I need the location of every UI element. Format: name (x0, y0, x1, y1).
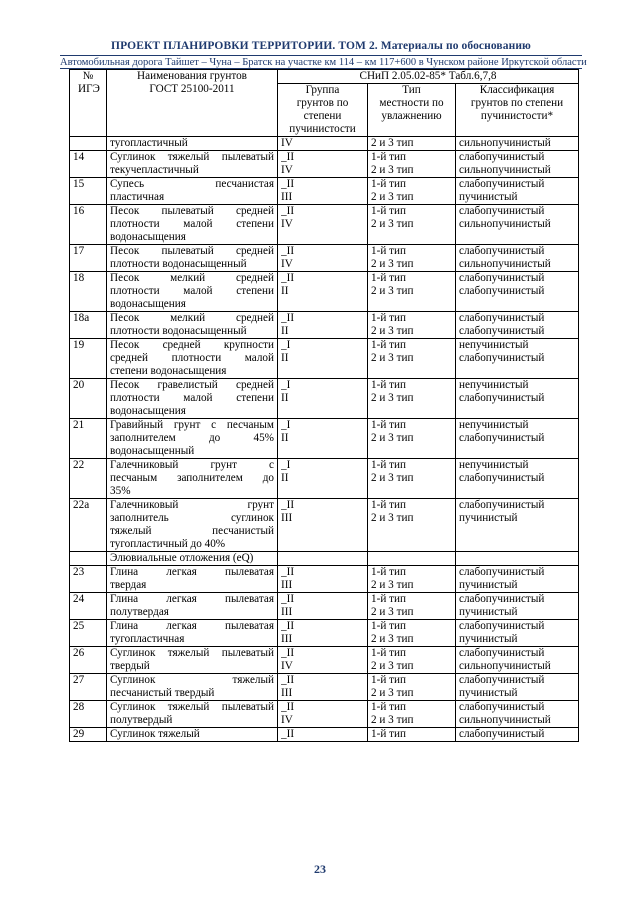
cell-classification-line: пучинистый (459, 687, 518, 699)
cell-classification-line: пучинистый (459, 606, 518, 618)
cell-soil-name-line: песчанистый твердый (110, 687, 215, 699)
cell-classification (456, 499, 579, 552)
cell-soil-name-line: Песок гравелистый средней (110, 379, 274, 391)
cell-group (278, 674, 368, 701)
cell-classification (456, 701, 579, 728)
cell-type-line: 1-й тип (371, 459, 406, 471)
cell-type (368, 647, 456, 674)
header-class-line: грунтов по степени (470, 97, 564, 109)
cell-soil-name-line: пластичная (110, 191, 165, 203)
table-header-row (70, 70, 579, 84)
cell-group-line: _I (281, 379, 291, 391)
cell-soil-name-line: водонасыщения (110, 231, 186, 243)
cell-group-line: _II (281, 620, 295, 632)
cell-classification (456, 459, 579, 499)
cell-type-line: 2 и 3 тип (371, 660, 414, 672)
cell-type-line: 1-й тип (371, 566, 406, 578)
cell-soil-name-line: Песок мелкий средней (110, 312, 274, 324)
cell-group-line: _II (281, 647, 295, 659)
cell-type (368, 728, 456, 742)
section-empty-cell (278, 552, 368, 566)
cell-classification-line: непучинистый (459, 379, 529, 391)
cell-group-line: II (281, 285, 289, 297)
cell-soil-name-line: песчаным заполнителем до (110, 472, 274, 484)
cell-classification-line: слабопучинистый (459, 245, 545, 257)
cell-soil-name-line: Суглинок тяжелый (110, 674, 274, 686)
cell-classification-line: сильнопучинистый (459, 660, 551, 672)
cell-type-line: 2 и 3 тип (371, 512, 414, 524)
cell-group (278, 566, 368, 593)
cell-classification-line: слабопучинистый (459, 312, 545, 324)
cell-type-line: 1-й тип (371, 674, 406, 686)
section-title: Элювиальные отложения (eQ) (107, 552, 278, 566)
cell-soil-name-line: Глина легкая пылеватая (110, 620, 274, 632)
cell-type-line: 1-й тип (371, 205, 406, 217)
cell-group-line: II (281, 352, 289, 364)
cell-soil-name (107, 728, 278, 742)
cell-soil-name-line: Песок средней крупности (110, 339, 274, 351)
cell-classification-line: сильнопучинистый (459, 714, 551, 726)
cell-soil-name (107, 620, 278, 647)
cell-group-line: _II (281, 499, 295, 511)
cell-group-line: III (281, 633, 293, 645)
cell-soil-name (107, 272, 278, 312)
cell-soil-name (107, 151, 278, 178)
cell-soil-name-line: Галечниковый грунт (110, 499, 274, 511)
cell-soil-name (107, 499, 278, 552)
cell-type-line: 2 и 3 тип (371, 137, 414, 149)
cell-group-line: IV (281, 164, 293, 176)
cell-type-line: 1-й тип (371, 379, 406, 391)
cell-classification-line: пучинистый (459, 633, 518, 645)
cell-type-line: 2 и 3 тип (371, 164, 414, 176)
cell-soil-name-line: полутвердая (110, 606, 169, 618)
cell-group (278, 312, 368, 339)
cell-classification (456, 728, 579, 742)
cell-type-line: 2 и 3 тип (371, 714, 414, 726)
cell-classification-line: слабопучинистый (459, 472, 545, 484)
cell-classification-line: слабопучинистый (459, 205, 545, 217)
cell-type (368, 701, 456, 728)
cell-group (278, 728, 368, 742)
cell-group-line: IV (281, 714, 293, 726)
cell-soil-name-line: плотности водонасыщенный (110, 258, 247, 270)
section-row (70, 552, 579, 566)
cell-num: 17 (70, 245, 107, 272)
cell-type-line: 2 и 3 тип (371, 352, 414, 364)
cell-soil-name-line: плотности водонасыщенный (110, 325, 247, 337)
cell-classification-line: непучинистый (459, 459, 529, 471)
cell-type (368, 178, 456, 205)
cell-classification-line: слабопучинистый (459, 285, 545, 297)
cell-soil-name (107, 566, 278, 593)
cell-classification (456, 593, 579, 620)
cell-type (368, 245, 456, 272)
cell-group-line: _II (281, 566, 295, 578)
cell-soil-name (107, 312, 278, 339)
cell-group-line: _II (281, 728, 295, 740)
cell-soil-name-line: Глина легкая пылеватая (110, 593, 274, 605)
cell-type-line: 1-й тип (371, 593, 406, 605)
cell-classification-line: слабопучинистый (459, 392, 545, 404)
cell-soil-name-line: Суглинок тяжелый (110, 728, 200, 740)
header-group-line: степени (303, 110, 342, 122)
cell-type-line: 1-й тип (371, 245, 406, 257)
header-soil-name-line: Наименования грунтов (137, 70, 247, 82)
cell-group-line: III (281, 191, 293, 203)
cell-group-line: _II (281, 245, 295, 257)
cell-soil-name-line: плотности малой степени (110, 218, 274, 230)
cell-type-line: 2 и 3 тип (371, 258, 414, 270)
cell-type (368, 312, 456, 339)
cell-type (368, 137, 456, 151)
cell-group-line: _II (281, 272, 295, 284)
cell-num: 27 (70, 674, 107, 701)
cell-soil-name-line: полутвердый (110, 714, 173, 726)
section-empty-cell (456, 552, 579, 566)
cell-num: 19 (70, 339, 107, 379)
cell-num: 25 (70, 620, 107, 647)
cell-num: 21 (70, 419, 107, 459)
cell-num: 16 (70, 205, 107, 245)
cell-classification-line: слабопучинистый (459, 151, 545, 163)
cell-type-line: 2 и 3 тип (371, 432, 414, 444)
cell-num: 26 (70, 647, 107, 674)
cell-type-line: 1-й тип (371, 499, 406, 511)
cell-soil-name-line: 35% (110, 485, 131, 497)
table-row (70, 137, 579, 151)
cell-soil-name-line: твердая (110, 579, 147, 591)
cell-type (368, 151, 456, 178)
cell-group (278, 701, 368, 728)
header-type-line: местности по (379, 97, 444, 109)
cell-type-line: 2 и 3 тип (371, 218, 414, 230)
cell-group-line: III (281, 687, 293, 699)
cell-group (278, 419, 368, 459)
cell-soil-name-line: плотности малой степени (110, 285, 274, 297)
cell-soil-name-line: Гравийный грунт с песчаным (110, 419, 274, 431)
cell-group (278, 151, 368, 178)
table-row (70, 379, 579, 419)
cell-type-line: 1-й тип (371, 151, 406, 163)
cell-soil-name-line: тугопластичный до 40% (110, 538, 226, 550)
cell-type-line: 1-й тип (371, 312, 406, 324)
cell-soil-name (107, 339, 278, 379)
cell-soil-name-line: Песок пылеватый средней (110, 205, 274, 217)
cell-num: 15 (70, 178, 107, 205)
cell-classification (456, 674, 579, 701)
cell-group-line: II (281, 472, 289, 484)
table-row (70, 272, 579, 312)
cell-classification (456, 151, 579, 178)
cell-group-line: IV (281, 218, 293, 230)
cell-classification-line: слабопучинистый (459, 593, 545, 605)
cell-classification-line: непучинистый (459, 419, 529, 431)
cell-classification (456, 245, 579, 272)
cell-soil-name (107, 245, 278, 272)
cell-type (368, 674, 456, 701)
cell-type-line: 2 и 3 тип (371, 191, 414, 203)
cell-type-line: 1-й тип (371, 728, 406, 740)
section-empty-cell (368, 552, 456, 566)
cell-soil-name (107, 459, 278, 499)
cell-classification-line: сильнопучинистый (459, 258, 551, 270)
header-soil-name-line: ГОСТ 25100-2011 (149, 83, 235, 95)
cell-group-line: III (281, 606, 293, 618)
cell-group-line: _I (281, 459, 291, 471)
cell-classification (456, 272, 579, 312)
table-row (70, 728, 579, 742)
cell-classification (456, 205, 579, 245)
cell-soil-name-line: Суглинок тяжелый пылеватый (110, 151, 274, 163)
cell-type-line: 2 и 3 тип (371, 579, 414, 591)
cell-type-line: 2 и 3 тип (371, 285, 414, 297)
cell-group-line: IV (281, 137, 293, 149)
page-number: 23 (314, 862, 326, 876)
header-group-line: Группа (305, 84, 340, 96)
cell-type-line: 2 и 3 тип (371, 687, 414, 699)
cell-classification (456, 647, 579, 674)
header-group (278, 84, 368, 137)
cell-type (368, 419, 456, 459)
header-num-label: № ИГЭ (78, 70, 100, 95)
cell-classification-line: слабопучинистый (459, 178, 545, 190)
cell-num: 28 (70, 701, 107, 728)
cell-group (278, 647, 368, 674)
table-row (70, 151, 579, 178)
cell-num: 20 (70, 379, 107, 419)
cell-group (278, 379, 368, 419)
cell-soil-name-line: Глина легкая пылеватая (110, 566, 274, 578)
cell-group (278, 499, 368, 552)
cell-group-line: IV (281, 258, 293, 270)
cell-soil-name (107, 419, 278, 459)
cell-type (368, 205, 456, 245)
cell-group-line: II (281, 325, 289, 337)
cell-soil-name-line: Песок мелкий средней (110, 272, 274, 284)
cell-soil-name-line: Песок пылеватый средней (110, 245, 274, 257)
table-row (70, 499, 579, 552)
cell-classification-line: слабопучинистый (459, 647, 545, 659)
cell-soil-name (107, 674, 278, 701)
cell-group-line: _II (281, 593, 295, 605)
cell-soil-name-line: плотности малой степени (110, 392, 274, 404)
cell-classification-line: непучинистый (459, 339, 529, 351)
table-row (70, 339, 579, 379)
table-row (70, 245, 579, 272)
cell-group-line: _II (281, 674, 295, 686)
cell-type-line: 2 и 3 тип (371, 633, 414, 645)
cell-num: 23 (70, 566, 107, 593)
cell-group (278, 593, 368, 620)
cell-soil-name-line: степени водонасыщения (110, 365, 227, 377)
cell-soil-name-line: Галечниковый грунт с (110, 459, 274, 471)
section-num-cell (70, 552, 107, 566)
cell-classification-line: слабопучинистый (459, 432, 545, 444)
cell-soil-name-line: заполнителем до 45% (110, 432, 274, 444)
cell-classification-line: сильнопучинистый (459, 164, 551, 176)
cell-classification-line: пучинистый (459, 512, 518, 524)
cell-group-line: IV (281, 660, 293, 672)
cell-group-line: _II (281, 312, 295, 324)
cell-classification (456, 137, 579, 151)
table-row (70, 647, 579, 674)
header-type (368, 84, 456, 137)
cell-soil-name-line: тугопластичный (110, 137, 188, 149)
cell-group-line: II (281, 432, 289, 444)
cell-classification (456, 419, 579, 459)
cell-classification (456, 312, 579, 339)
cell-num: 18а (70, 312, 107, 339)
cell-type (368, 379, 456, 419)
cell-soil-name (107, 701, 278, 728)
cell-soil-name-line: тугопластичная (110, 633, 185, 645)
cell-type (368, 339, 456, 379)
cell-group (278, 459, 368, 499)
cell-soil-name-line: водонасыщения (110, 298, 186, 310)
cell-classification (456, 178, 579, 205)
cell-classification-line: слабопучинистый (459, 620, 545, 632)
cell-classification-line: слабопучинистый (459, 272, 545, 284)
cell-type-line: 1-й тип (371, 620, 406, 632)
cell-soil-name (107, 205, 278, 245)
table-row (70, 674, 579, 701)
cell-classification-line: слабопучинистый (459, 352, 545, 364)
cell-soil-name-line: текучепластичный (110, 164, 199, 176)
cell-soil-name-line: Супесь песчанистая (110, 178, 274, 190)
cell-classification (456, 339, 579, 379)
table-row (70, 419, 579, 459)
cell-group-line: II (281, 392, 289, 404)
cell-group-line: _II (281, 178, 295, 190)
cell-type-line: 2 и 3 тип (371, 606, 414, 618)
cell-soil-name (107, 178, 278, 205)
cell-soil-name-line: заполнитель суглинок (110, 512, 274, 524)
header-classification (456, 84, 579, 137)
table-row (70, 701, 579, 728)
cell-group (278, 339, 368, 379)
cell-type (368, 499, 456, 552)
header-type-line: Тип (402, 84, 421, 96)
cell-classification-line: слабопучинистый (459, 674, 545, 686)
cell-num: 24 (70, 593, 107, 620)
cell-classification (456, 566, 579, 593)
cell-soil-name-line: водонасыщения (110, 405, 186, 417)
cell-type-line: 1-й тип (371, 647, 406, 659)
cell-group-line: _II (281, 701, 295, 713)
cell-soil-name-line: средней плотности малой (110, 352, 274, 364)
header-group-line: пучинистости (289, 123, 356, 135)
cell-type-line: 1-й тип (371, 419, 406, 431)
cell-classification-line: пучинистый (459, 191, 518, 203)
cell-type-line: 1-й тип (371, 178, 406, 190)
header-num (70, 70, 107, 137)
cell-type (368, 459, 456, 499)
table-row (70, 620, 579, 647)
cell-type-line: 2 и 3 тип (371, 325, 414, 337)
cell-classification-line: слабопучинистый (459, 566, 545, 578)
cell-group-line: _I (281, 419, 291, 431)
cell-classification-line: сильнопучинистый (459, 137, 551, 149)
document-header-subtitle: Автомобильная дорога Тайшет – Чуна – Братск на участке км 114 – км 117+600 в Чунском районе Иркутской области (60, 57, 587, 68)
table-row (70, 312, 579, 339)
cell-group-line: _I (281, 339, 291, 351)
cell-type (368, 593, 456, 620)
cell-soil-name-line: Суглинок тяжелый пылеватый (110, 647, 274, 659)
header-class-line: пучинистости* (480, 110, 554, 122)
cell-classification (456, 379, 579, 419)
cell-num: 22а (70, 499, 107, 552)
cell-soil-name (107, 379, 278, 419)
cell-num (70, 137, 107, 151)
header-soil-name (107, 70, 278, 137)
cell-group-line: III (281, 512, 293, 524)
cell-classification (456, 620, 579, 647)
header-divider (60, 55, 582, 56)
cell-classification-line: сильнопучинистый (459, 218, 551, 230)
cell-group-line: _II (281, 205, 295, 217)
header-group-line: грунтов по (296, 97, 349, 109)
table-row (70, 566, 579, 593)
cell-soil-name (107, 593, 278, 620)
soil-frost-heave-table (69, 69, 579, 742)
cell-group (278, 620, 368, 647)
cell-num: 29 (70, 728, 107, 742)
document-header-title: ПРОЕКТ ПЛАНИРОВКИ ТЕРРИТОРИИ. ТОМ 2. Материалы по обоснованию (111, 40, 531, 52)
cell-type-line: 2 и 3 тип (371, 472, 414, 484)
header-class-line: Классификация (479, 84, 555, 96)
cell-classification-line: слабопучинистый (459, 325, 545, 337)
table-row (70, 593, 579, 620)
cell-group-line: III (281, 579, 293, 591)
cell-classification-line: слабопучинистый (459, 728, 545, 740)
cell-type (368, 620, 456, 647)
cell-num: 14 (70, 151, 107, 178)
table-row (70, 459, 579, 499)
cell-type-line: 2 и 3 тип (371, 392, 414, 404)
table-row (70, 205, 579, 245)
header-type-line: увлажнению (381, 110, 442, 122)
cell-soil-name (107, 647, 278, 674)
cell-num: 22 (70, 459, 107, 499)
cell-soil-name-line: тяжелый песчанистый (110, 525, 274, 537)
cell-num: 18 (70, 272, 107, 312)
cell-type (368, 272, 456, 312)
cell-soil-name-line: твердый (110, 660, 150, 672)
cell-classification-line: слабопучинистый (459, 499, 545, 511)
cell-group-line: _II (281, 151, 295, 163)
cell-type-line: 1-й тип (371, 701, 406, 713)
cell-group (278, 272, 368, 312)
cell-type-line: 1-й тип (371, 272, 406, 284)
table-row (70, 178, 579, 205)
cell-type (368, 566, 456, 593)
cell-group (278, 205, 368, 245)
cell-group (278, 137, 368, 151)
cell-soil-name-line: водонасыщенный (110, 445, 195, 457)
cell-group (278, 245, 368, 272)
cell-soil-name (107, 137, 278, 151)
cell-group (278, 178, 368, 205)
header-snip: СНиП 2.05.02-85* Табл.6,7,8 (278, 70, 579, 84)
cell-classification-line: пучинистый (459, 579, 518, 591)
cell-classification-line: слабопучинистый (459, 701, 545, 713)
cell-soil-name-line: Суглинок тяжелый пылеватый (110, 701, 274, 713)
cell-type-line: 1-й тип (371, 339, 406, 351)
